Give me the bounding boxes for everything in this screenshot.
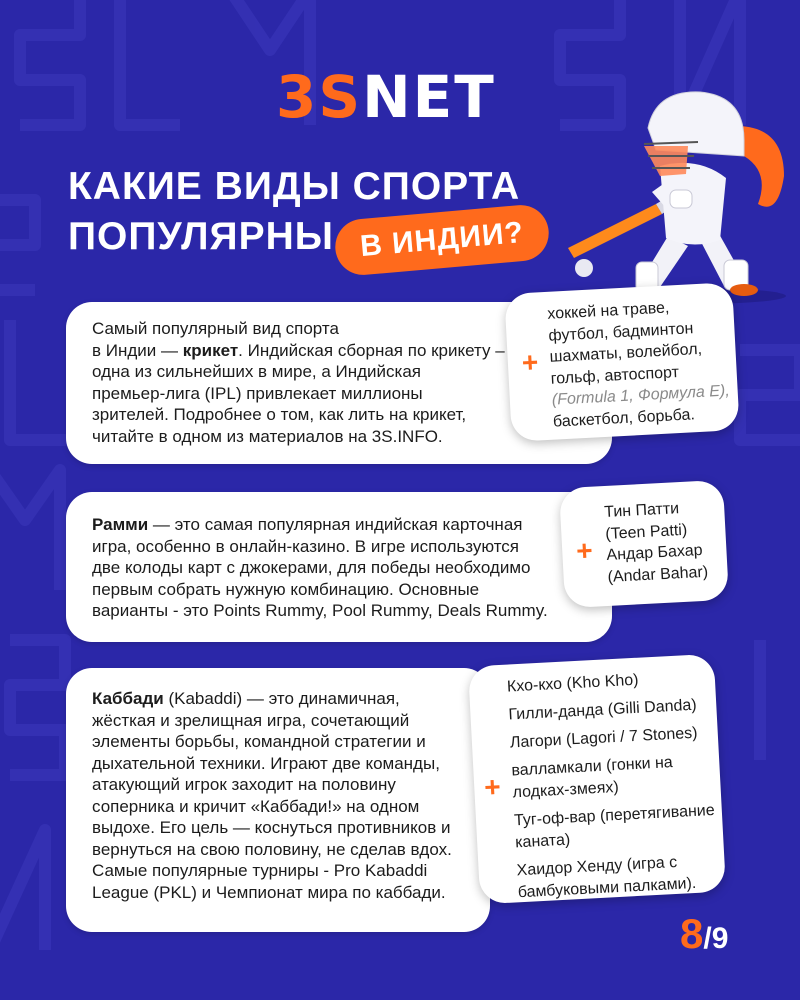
rummy-line-2: игра, особенно в онлайн-казино. В игре используются (92, 536, 520, 556)
kabaddi-line-6: соперника и кричит «Каббади!» на одном (92, 796, 420, 816)
traditional-game-4-line-1: валламкали (гонки на (511, 754, 674, 780)
cricket-line-1: Самый популярный вид спорта (92, 319, 339, 338)
title-line-1: КАКИЕ ВИДЫ СПОРТА (68, 165, 521, 208)
cricket-line-6: читайте в одном из материалов на 3S.INFO. (92, 426, 443, 446)
other-sports-card (504, 282, 739, 442)
card-games-card (559, 480, 729, 608)
kabaddi-line-1 (92, 688, 480, 710)
title-highlight-pill: В ИНДИИ? (333, 203, 551, 277)
other-sports-line-1: хоккей на траве, (546, 299, 670, 323)
traditional-game-4-line-2: лодках-змеях) (512, 778, 620, 802)
cricket-player-illustration (548, 86, 800, 308)
current-page: 8 (680, 910, 704, 957)
cricket-line-4: премьер-лига (IPL) привлекает миллионы (92, 383, 423, 403)
plus-icon: + (483, 771, 502, 803)
cricket-line-2-pre: в Индии — (92, 340, 183, 360)
card-game-1-alias: (Teen Patti) (604, 521, 688, 543)
kabaddi-line-2: жёсткая и зрелищная игра, сочетающий (92, 710, 410, 730)
kabaddi-line-8: вернуться на свою половину, не сделав вдох. (92, 839, 452, 859)
other-sports-line-2: футбол, бадминтон (548, 319, 694, 345)
traditional-game-5-line-1: Туг-оф-вар (перетягивание (513, 801, 716, 830)
rummy-keyword: Рамми (92, 515, 149, 534)
kabaddi-card (66, 668, 490, 932)
other-sports-line-4: гольф, автоспорт (550, 363, 680, 388)
traditional-game-3: Лагори (Lagori / 7 Stones) (509, 724, 698, 752)
plus-icon: + (575, 534, 594, 567)
rummy-line-1 (92, 514, 602, 536)
kabaddi-line-5: атакующий игрок заходит на половину (92, 775, 396, 794)
rummy-line-1-post: — это самая популярная индийская карточная (148, 515, 523, 534)
kabaddi-keyword: Каббади (92, 689, 164, 708)
page-indicator (680, 910, 728, 958)
cricket-keyword: крикет (182, 340, 239, 360)
kabaddi-line-9: Самые популярные турниры - Pro Kabaddi (92, 861, 428, 880)
other-sports-list (547, 295, 732, 433)
plus-icon: + (521, 346, 540, 379)
traditional-games-card (468, 654, 726, 905)
rummy-card (66, 492, 612, 642)
cricket-line-5: зрителей. Подробнее о том, как лить на крикет, (92, 405, 467, 424)
card-game-1-name: Тин Патти (603, 500, 680, 522)
cricket-line-3: одна из сильнейших в мире, а Индийская (92, 362, 422, 381)
kabaddi-line-4: дыхательной техники. Играют две команды, (92, 753, 440, 773)
traditional-game-5-line-2: каната) (514, 831, 571, 852)
rummy-line-4: первым собрать нужную комбинацию. Основные (92, 579, 480, 599)
traditional-game-6-line-2: бамбуковыми палками). (517, 874, 697, 902)
card-game-2-alias: (Andar Bahar) (607, 563, 709, 586)
logo-part-1: 3S (276, 63, 363, 131)
traditional-game-2: Гилли-данда (Gilli Danda) (508, 696, 698, 724)
title-line-2: ПОПУЛЯРНЫ (68, 215, 334, 258)
traditional-games-list (507, 666, 719, 904)
logo-part-2: NET (362, 63, 496, 131)
card-games-list (604, 497, 709, 588)
brand-logo (276, 62, 496, 132)
kabaddi-line-3: элементы борьбы, командной стратегии и (92, 732, 426, 751)
kabaddi-line-1-post: (Kabaddi) — это динамичная, (163, 689, 400, 708)
rummy-line-3: две колоды карт с джокерами, для победы необходимо (92, 558, 531, 577)
kabaddi-line-10: League (PKL) и Чемпионат мира по каббади. (92, 882, 446, 902)
other-sports-line-3: шахматы, волейбол, (549, 340, 703, 366)
cricket-line-2-post: . Индийская сборная по крикету – (238, 340, 505, 360)
rummy-line-5: варианты - это Points Rummy, Pool Rummy, Deals Rummy. (92, 601, 548, 620)
traditional-game-1: Кхо-кхо (Kho Kho) (506, 671, 639, 696)
kabaddi-line-7: выдохе. Его цель — коснуться противников и (92, 818, 451, 837)
other-sports-line-6: баскетбол, борьба. (552, 405, 696, 431)
card-game-2-name: Андар Бахар (606, 541, 703, 564)
other-sports-line-5: (Formula 1, Формула E), (551, 382, 731, 409)
total-pages: /9 (703, 922, 729, 955)
traditional-game-6-line-1: Хаидор Хенду (игра с (516, 853, 678, 880)
